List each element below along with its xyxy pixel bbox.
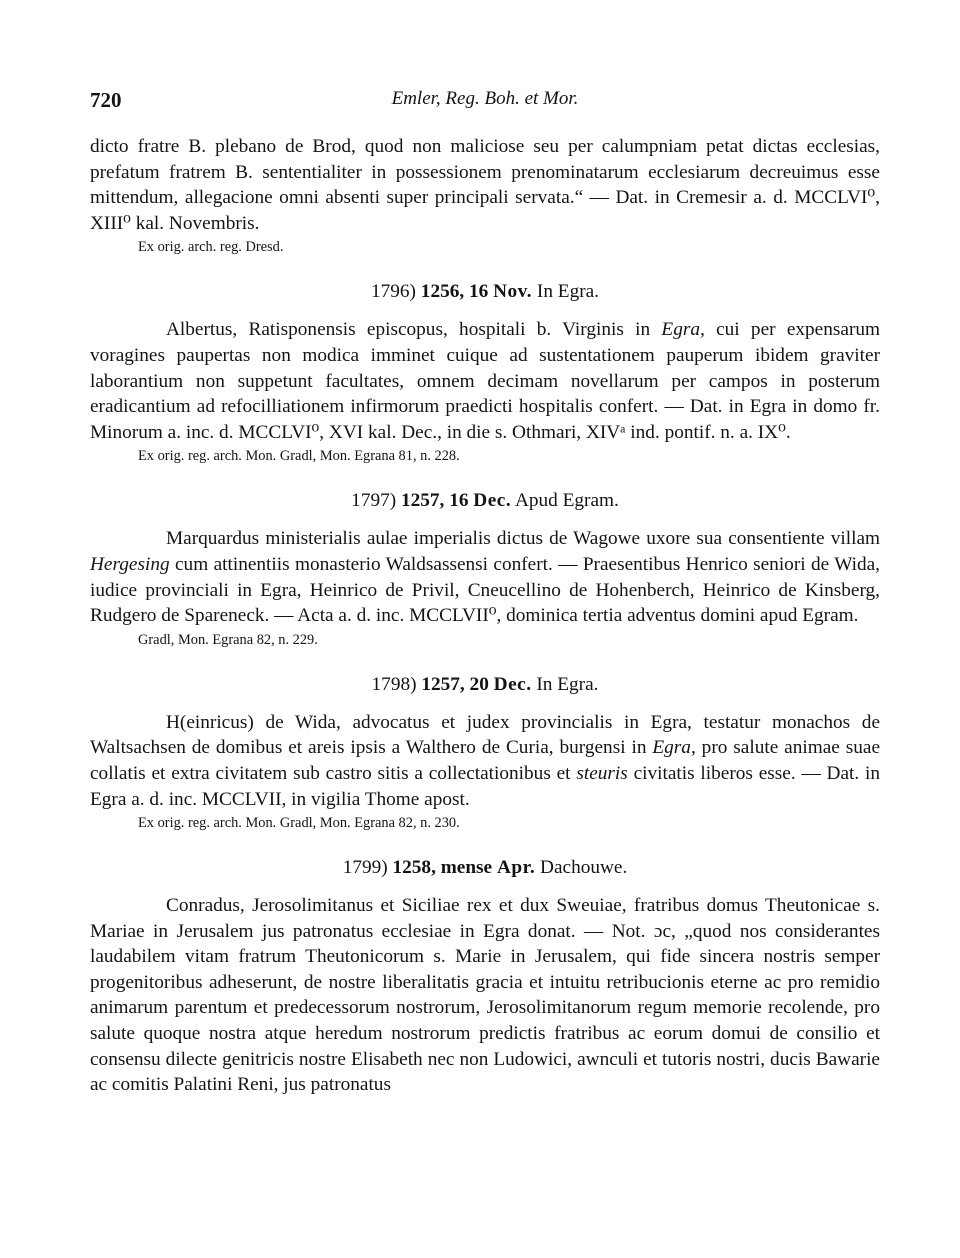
continued-paragraph: dicto fratre B. plebano de Brod, quod non maliciose seu per calumpniam petat dictas ecclesias, prefatum fratrem B. sententialiter in possessionem prenominatarum ecclesiarum decreuimus esse mittendum, allegacione omni absenti super principali servata.“ — Dat. in Cremesir a. d. MCCLVI⁰, XIII⁰ kal. Novembris.	[90, 136, 880, 234]
entry-number: 1799)	[342, 857, 388, 879]
running-title: Emler, Reg. Boh. et Mor.	[391, 88, 579, 109]
page-header	[90, 88, 880, 118]
entry-number: 1798)	[371, 673, 417, 695]
page-number: 720	[90, 88, 122, 112]
source-note: Ex orig. arch. reg. Dresd.	[138, 239, 284, 256]
entry-place: In Egra.	[536, 673, 599, 695]
entry-text: H(einricus) de Wida, advocatus et judex provincialis in Egra, testatur monachos de Waltsachsen de domibus et areis ipsis a Walthero de Curia, burgensi in Egra, pro salute animae suae collatis et extra civitatem sub castro sitis a collectationibus et steuris civitatis liberos esse. — Dat. in Egra a. d. inc. MCCLVII, in vigilia Thome apost.	[90, 711, 880, 810]
entry-date: 1256, 16	[420, 281, 489, 303]
entry-date: 1257, 20	[421, 673, 489, 695]
entry-date: 1258, mense	[392, 857, 493, 879]
entry-heading	[90, 856, 880, 880]
source-note: Ex orig. reg. arch. Mon. Gradl, Mon. Egrana 81, n. 228.	[138, 448, 460, 465]
entry-heading	[90, 673, 880, 697]
entry-date: 1257, 16	[400, 490, 469, 512]
entry-text: Marquardus ministerialis aulae imperialis dictus de Wagowe uxore sua consentiente villam Hergesing cum attinentiis monasterio Waldsassensi confert. — Praesentibus Henrico seniori de Wida, iudice provinciali in Egra, Heinrico de Privil, Cneucellino de Hohenberch, Heinrico de Kinsberg, Rudgero de Spareneck. — Acta a. d. inc. MCCLVII⁰, dominica tertia adventus domini apud Egram.	[90, 528, 880, 627]
entry-place: Dachouwe.	[540, 857, 628, 879]
entry-heading	[90, 489, 880, 513]
entry-month: Dec.	[473, 490, 512, 512]
source-note: Gradl, Mon. Egrana 82, n. 229.	[138, 631, 318, 648]
entry-place: In Egra.	[536, 281, 600, 303]
entry-number: 1796)	[370, 281, 416, 303]
entry-month: Dec.	[493, 673, 532, 695]
entry-heading	[90, 280, 880, 304]
entry-text: Conradus, Jerosolimitanus et Siciliae rex et dux Sweuiae, fratribus domus Theutonicae s. Mariae in Jerusalem jus patronatus ecclesiae in Egra donat. — Not. ɔc, „quod nos considerantes laudabilem vitam fratrum Theutonicorum s. Marie in Jerusalem, qui fide sincera nostris semper progenitoribus adheserunt, de nostre liberalitatis gracia et intuitu retribucionis eterne ac pro remidio animarum parentum et predecessorum nostrorum, Jerosolimitanorum regum memorie recolende, pro salute quoque nostra atque heredum nostrorum predictis fratribus ac eorum domui de consilio et consensu dilecte genitricis nostre Elisabeth nec non Ludowici, awnculi et tutoris nostri, ducis Bawarie ac comitis Palatini Reni, jus patronatus	[90, 895, 880, 1096]
entry-month: Nov.	[493, 281, 533, 303]
entry-text: Albertus, Ratisponensis episcopus, hospitali b. Virginis in Egra, cui per expensarum voragines paupertas non modica imminet cuique ad sustentationem pauperum ibidem graviter laborantium non suppetunt facultates, omnem decimam novellarum per campos in posterum eradicantium ad refocilliationem infirmorum praedicti hospitalis confert. — Dat. in Egra in domo fr. Minorum a. inc. d. MCCLVI⁰, XVI kal. Dec., in die s. Othmari, XIVᵃ ind. pontif. n. a. IX⁰.	[90, 319, 880, 443]
entry-number: 1797)	[351, 490, 397, 512]
entry-month: Apr.	[496, 857, 536, 879]
page-content	[90, 134, 880, 1098]
entry-place: Apud Egram.	[514, 490, 619, 512]
source-note: Ex orig. reg. arch. Mon. Gradl, Mon. Egrana 82, n. 230.	[138, 815, 460, 832]
